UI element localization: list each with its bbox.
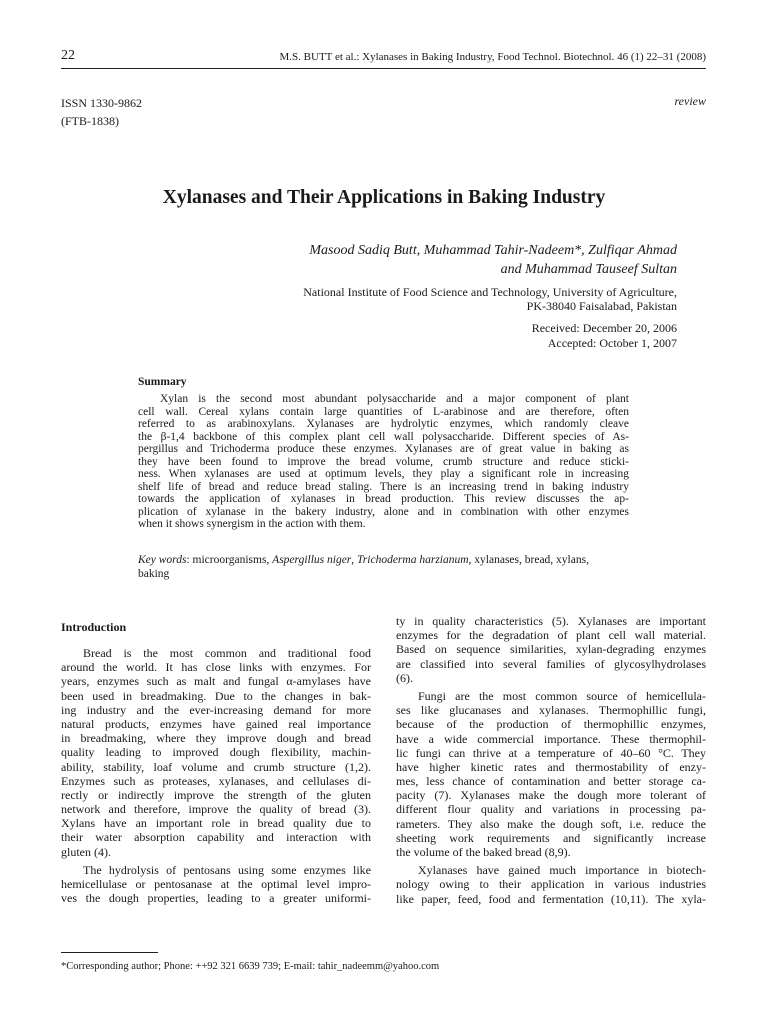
body-line: gluten (4). xyxy=(61,844,111,859)
body-line: the volume of the baked bread (8,9). xyxy=(396,845,571,859)
right-column xyxy=(396,614,706,906)
section-heading-introduction: Introduction xyxy=(61,620,127,634)
paper-title: Xylanases and Their Applications in Baking Industry xyxy=(162,187,606,208)
keywords-line-2: baking xyxy=(138,568,170,580)
keywords xyxy=(138,553,629,581)
body-line: like paper, feed, food and fermentation (10,11). The xyla- xyxy=(396,891,706,906)
body-line: mes, less chance of contamination and better storage ca- xyxy=(396,774,706,789)
footnote-rule xyxy=(61,952,158,953)
body-line: different flour quality and variations in processing pa- xyxy=(396,802,706,817)
summary-line: plication of xylanase in the bakery industry, alone and in combination with other enzymes xyxy=(138,505,629,518)
body-line: have a wide commercial importance. These thermophil- xyxy=(396,731,706,746)
authors-line-2: and Muhammad Tauseef Sultan xyxy=(500,262,677,277)
body-line: hemicellulase or pentosanase at the optimal level impro- xyxy=(61,877,371,891)
body-line: enzymes for the degradation of plant cell wall material. xyxy=(396,628,706,643)
summary-line: ness. When xylanases are used at optimum levels, they play a significant role in increasing xyxy=(138,468,629,480)
summary-line: shelf life of bread and reduce bread staling. There is an increasing trend in baking industry xyxy=(138,480,629,493)
summary-line: the β-1,4 backbone of this complex plant cell wall polysaccharide. Different species of As- xyxy=(138,430,629,443)
left-column xyxy=(61,620,371,905)
keyword-organism: Trichoderma harzianum xyxy=(357,554,469,566)
body-line: Xylans have an important role in bread quality due to xyxy=(61,816,371,831)
body-line: Fungi are the most common source of hemicellula- xyxy=(418,688,706,703)
summary-line: referred to as arabinoxylans. Xylanases are hydrolytic enzymes, which randomly cleave xyxy=(138,418,629,430)
keywords-text: , xylanases, bread, xylans, xyxy=(468,554,589,566)
body-line: in breadmaking, where they improve dough and bread xyxy=(61,731,371,746)
body-line: Based on sequence similarities, xylan-degrading enzymes xyxy=(396,642,706,657)
running-head: M.S. BUTT et al.: Xylanases in Baking Industry, Food Technol. Biotechnol. 46 (1) 22–31 (2008) xyxy=(279,51,706,63)
body-line: rectly or indirectly improve the strength of the gluten xyxy=(61,787,371,802)
body-line: ability, stability, loaf volume and crumb structure (1,2). xyxy=(61,759,371,774)
body-line: ty in quality characteristics (5). Xylanases are important xyxy=(396,614,706,628)
body-line: years, enzymes such as malt and fungal α-amylases have xyxy=(61,674,371,689)
received-date: Received: December 20, 2006 xyxy=(531,321,677,335)
body-line: nology owing to their application in various industries xyxy=(396,877,706,892)
body-line: Enzymes such as proteases, xylanases, and cellulases di- xyxy=(61,773,371,788)
keywords-text: : microorganisms, xyxy=(186,554,273,566)
summary-heading: Summary xyxy=(138,376,187,388)
footnote: *Corresponding author; Phone: ++92 321 6639 739; E-mail: tahir_nadeemm@yahoo.com xyxy=(61,961,440,972)
body-line: Bread is the most common and traditional food xyxy=(83,646,371,660)
summary-line: pergillus and Trichoderma produce these enzymes. Xylanases are of great value in baking as xyxy=(138,443,629,455)
body-line: because of the production of thermophillic enzymes, xyxy=(396,717,706,732)
page-number: 22 xyxy=(61,48,75,63)
summary-line: towards the application of xylanases in bread production. This review discusses the ap- xyxy=(138,493,629,505)
body-line: ses like glucanases and xylanases. Thermophillic fungi, xyxy=(396,703,706,718)
body-line: around the world. It has close links with enzymes. For xyxy=(61,660,371,675)
body-line: lic fungi can thrive at a temperature of 40–60 °C. They xyxy=(396,745,706,760)
keywords-line-1 xyxy=(138,553,629,567)
body-line: The hydrolysis of pentosans using some enzymes like xyxy=(83,862,371,877)
authors xyxy=(117,241,677,279)
affiliation xyxy=(117,285,677,313)
keywords-label: Key words xyxy=(138,554,187,566)
body-line: their water absorption capability and interaction with xyxy=(61,830,371,845)
body-line: ves the dough properties, leading to a greater uniformi- xyxy=(61,891,371,906)
body-line: have higher kinetic rates and thermostability of enzy- xyxy=(396,759,706,774)
summary-line: when it shows synergism in the action with them. xyxy=(138,518,366,530)
header-rule xyxy=(61,68,706,69)
dates xyxy=(377,321,677,351)
summary-line: they have been found to improve the bread volume, crumb structure and reduce sticki- xyxy=(138,455,629,468)
body-line: pacity (7). Xylanases make the dough more tolerant of xyxy=(396,788,706,803)
affiliation-line-2: PK-38040 Faisalabad, Pakistan xyxy=(526,299,677,313)
summary-body xyxy=(138,393,629,531)
keyword-organism: Aspergillus niger xyxy=(272,554,352,566)
body-line: network and therefore, improve the quality of bread (3). xyxy=(61,802,371,817)
authors-line-1: Masood Sadiq Butt, Muhammad Tahir-Nadeem*, Zulfiqar Ahmad xyxy=(309,243,677,258)
body-line: (6). xyxy=(396,670,413,685)
body-line: Xylanases have gained much importance in biotech- xyxy=(418,863,706,878)
affiliation-line-1: National Institute of Food Science and Technology, University of Agriculture, xyxy=(303,285,677,299)
body-line: are classified into several families of glycosylhydrolases xyxy=(396,656,706,671)
body-line: natural products, enzymes have gained real importance xyxy=(61,716,371,731)
issn: ISSN 1330-9862 xyxy=(61,96,143,110)
summary-line: cell wall. Cereal xylans contain large quantities of L-arabinose and are therefore, often xyxy=(138,405,629,418)
keywords-text: , xyxy=(351,554,358,566)
issn-block xyxy=(61,94,142,130)
body-line: rameters. They also make the dough soft, i.e. reduce the xyxy=(396,816,706,831)
accepted-date: Accepted: October 1, 2007 xyxy=(547,336,677,350)
body-line: been used in breadmaking. Due to the changes in bak- xyxy=(61,688,371,703)
body-line: ing industry and the ever-increasing demand for more xyxy=(61,702,371,717)
summary-line: Xylan is the second most abundant polysaccharide and a major component of plant xyxy=(160,393,629,405)
body-line: sheeting work requirements and significantly increase xyxy=(396,830,706,845)
body-line: quality leading to improved dough flexibility, machin- xyxy=(61,745,371,760)
article-type: review xyxy=(674,94,706,108)
ftb-code: (FTB-1838) xyxy=(61,114,119,128)
